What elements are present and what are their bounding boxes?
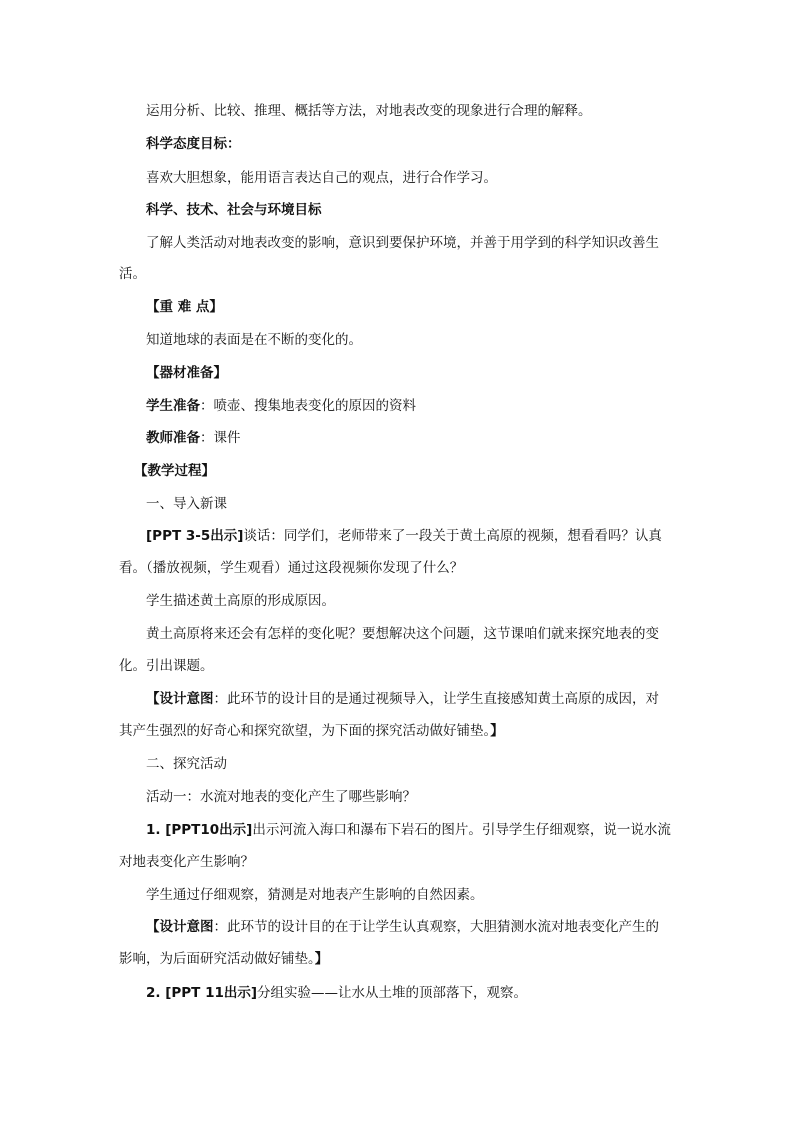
section-heading: 【器材准备】 bbox=[146, 365, 227, 381]
text-line: 学生准备：喷壶、搜集地表变化的原因的资料 bbox=[146, 398, 416, 414]
text-line: 对地表变化产生影响？ bbox=[119, 854, 254, 870]
text-line: 一、导入新课 bbox=[146, 496, 227, 512]
text-line: 【设计意图：此环节的设计目的是通过视频导入，让学生直接感知黄土高原的成因，对 bbox=[146, 691, 659, 707]
text-line: [PPT 3-5出示]谈话：同学们，老师带来了一段关于黄土高原的视频，想看看吗？认真 bbox=[146, 528, 662, 544]
text-line: 喜欢大胆想象，能用语言表达自己的观点，进行合作学习。 bbox=[146, 170, 497, 186]
text-line: 2. [PPT 11出示]分组实验——让水从土堆的顶部落下，观察。 bbox=[146, 985, 528, 1001]
text-line: 活动一：水流对地表的变化产生了哪些影响？ bbox=[146, 789, 416, 805]
text-line: 【设计意图：此环节的设计目的在于让学生认真观察，大胆猜测水流对地表变化产生的 bbox=[146, 919, 659, 935]
text-line: 学生描述黄土高原的形成原因。 bbox=[146, 593, 335, 609]
text-line: 教师准备：课件 bbox=[146, 430, 241, 446]
text-line: 影响，为后面研究活动做好铺垫。】 bbox=[119, 951, 329, 967]
text-line: 了解人类活动对地表改变的影响，意识到要保护环境，并善于用学到的科学知识改善生 bbox=[146, 235, 659, 251]
section-heading: 科学、技术、社会与环境目标 bbox=[146, 202, 322, 218]
section-heading: 【教学过程】 bbox=[134, 463, 215, 479]
text-line: 活。 bbox=[119, 266, 146, 282]
text-line: 看。（播放视频，学生观看）通过这段视频你发现了什么？ bbox=[119, 560, 464, 576]
text-line: 其产生强烈的好奇心和探究欲望，为下面的探究活动做好铺垫。】 bbox=[119, 723, 504, 739]
text-line: 黄土高原将来还会有怎样的变化呢？要想解决这个问题，这节课咱们就来探究地表的变 bbox=[146, 626, 659, 642]
text-line: 二、探究活动 bbox=[146, 756, 227, 772]
text-line: 学生通过仔细观察，猜测是对地表产生影响的自然因素。 bbox=[146, 887, 484, 903]
text-line: 运用分析、比较、推理、概括等方法，对地表改变的现象进行合理的解释。 bbox=[146, 103, 592, 119]
text-line: 1. [PPT10出示]出示河流入海口和瀑布下岩石的图片。引导学生仔细观察，说一说水流 bbox=[146, 822, 671, 838]
text-line: 知道地球的表面是在不断的变化的。 bbox=[146, 332, 362, 348]
text-line: 化。引出课题。 bbox=[119, 658, 214, 674]
section-heading: 科学态度目标： bbox=[146, 136, 241, 152]
section-heading: 【重 难 点】 bbox=[146, 299, 223, 315]
